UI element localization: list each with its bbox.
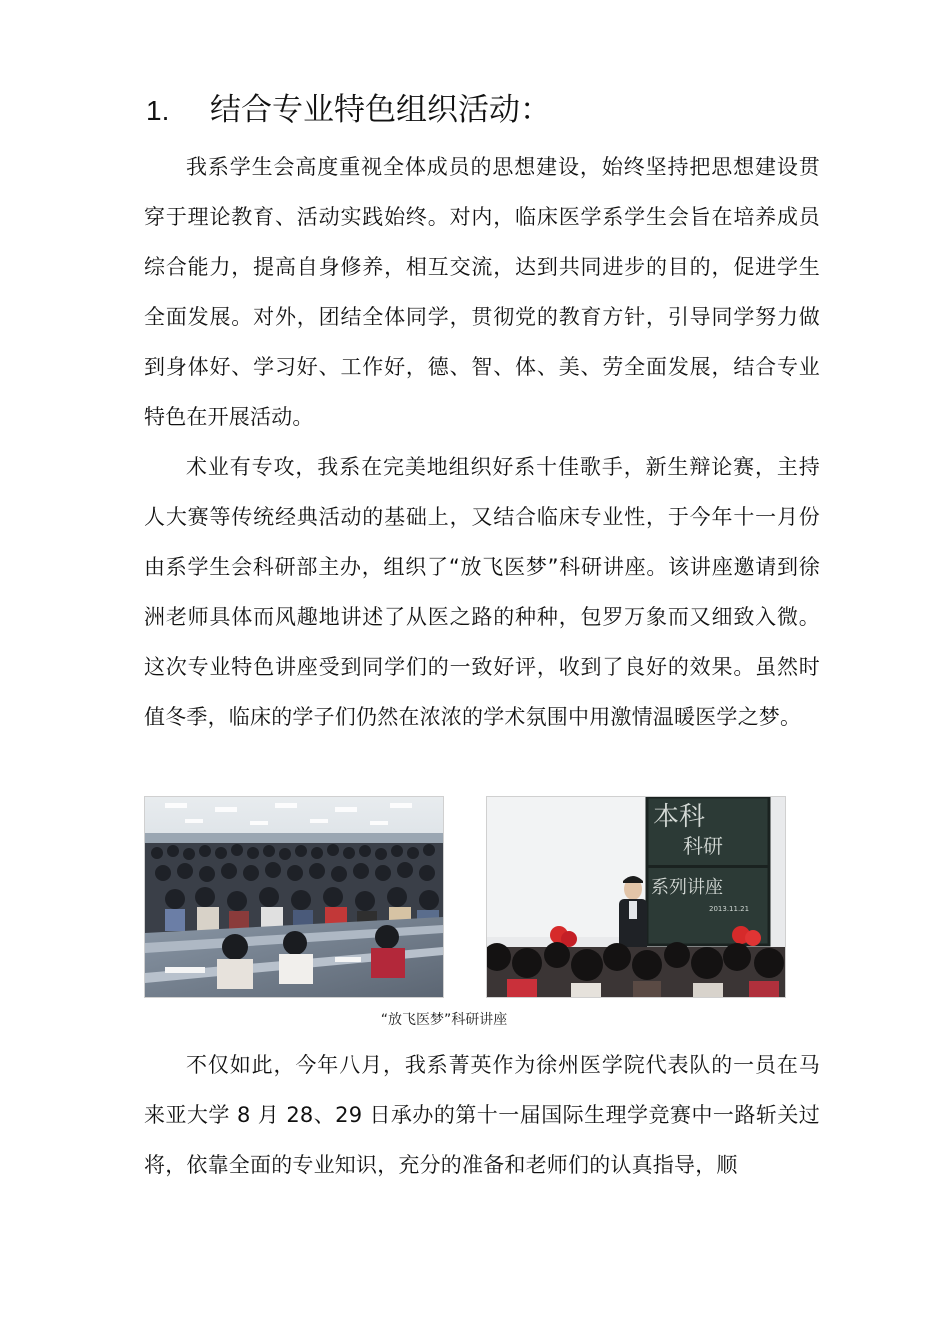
- section-heading: [146, 88, 551, 133]
- lecture-speaker-image: [487, 797, 785, 997]
- blackboard-series: 系列讲座: [651, 877, 723, 898]
- lecture-audience-photo: [144, 796, 444, 998]
- paragraph-3: 不仅如此，今年八月，我系菁英作为徐州医学院代表队的一员在马来亚大学 8 月 28、29 日承办的第十一届国际生理学竞赛中一路斩关过将，依靠全面的专业知识，充分的准备和老师们的认真指导，顺: [144, 1053, 820, 1177]
- lecture-speaker-photo: [486, 796, 786, 998]
- lecture-audience-image: [145, 797, 443, 997]
- section-title: 结合专业特色组织活动：: [210, 92, 551, 128]
- blackboard-title: 本科: [653, 802, 706, 832]
- blackboard-subtitle: 科研: [683, 834, 723, 858]
- section-number: 1.: [146, 95, 170, 126]
- paragraph-2: 术业有专攻，我系在完美地组织好系十佳歌手，新生辩论赛，主持人大赛等传统经典活动的基础上，又结合临床专业性，于今年十一月份由系学生会科研部主办，组织了“放飞医梦”科研讲座。该讲座邀请到徐洲老师具体而风趣地讲述了从医之路的种种，包罗万象而又细致入微。这次专业特色讲座受到同学们的一致好评，收到了良好的效果。虽然时值冬季，临床的学子们仍然在浓浓的学术氛围中用激情温暖医学之梦。: [144, 455, 820, 729]
- figure-caption: “放飞医梦”科研讲座: [380, 1012, 508, 1028]
- blackboard-date: 2013.11.21: [709, 905, 750, 913]
- paragraph-1: 我系学生会高度重视全体成员的思想建设，始终坚持把思想建设贯穿于理论教育、活动实践始终。对内，临床医学系学生会旨在培养成员综合能力，提高自身修养，相互交流，达到共同进步的目的，促进学生全面发展。对外，团结全体同学，贯彻党的教育方针，引导同学努力做到身体好、学习好、工作好，德、智、体、美、劳全面发展，结合专业特色在开展活动。: [144, 155, 820, 429]
